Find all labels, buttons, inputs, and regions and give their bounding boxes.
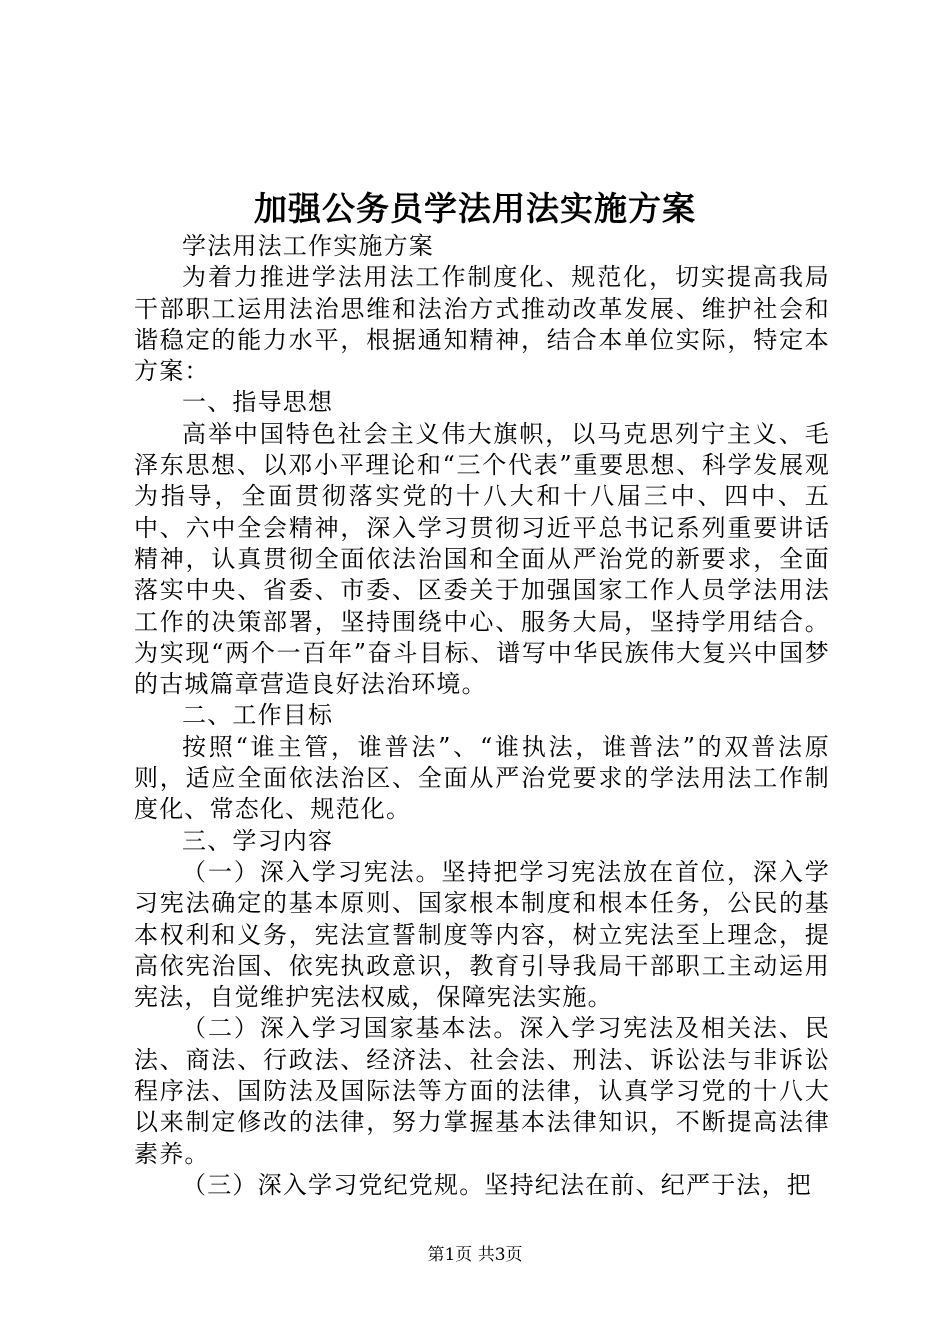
section-heading-work-goal: 二、工作目标: [182, 701, 334, 730]
paragraph-work-goal: 按照“谁主管，谁普法”、“谁执法，谁普法”的双普法原则，适应全面依法治区、全面从严治党要求的学法用法工作制度化、常态化、规范化。: [134, 732, 830, 824]
paragraph-study-constitution: （一）深入学习宪法。坚持把学习宪法放在首位，深入学习宪法确定的基本原则、国家根本制度和根本任务，公民的基本权利和义务，宪法宣誓制度等内容，树立宪法至上理念，提高依宪治国、依宪执政意识，教育引导我局干部职工主动运用宪法，自觉维护宪法权威，保障宪法实施。: [134, 857, 830, 1012]
document-body: [134, 231, 830, 1201]
section-heading-guiding-thought: 一、指导思想: [182, 388, 334, 417]
section-heading-study-content: 三、学习内容: [182, 826, 334, 855]
paragraph-intro: 为着力推进学法用法工作制度化、规范化，切实提高我局干部职工运用法治思维和法治方式推动改革发展、维护社会和谐稳定的能力水平，根据通知精神，结合本单位实际，特定本方案：: [134, 263, 830, 386]
paragraph-study-basic-law: （二）深入学习国家基本法。深入学习宪法及相关法、民法、商法、行政法、经济法、社会法、刑法、诉讼法与非诉讼程序法、国防法及国际法等方面的法律，认真学习党的十八大以来制定修改的法律，努力掌握基本法律知识，不断提高法律素养。: [134, 1014, 830, 1168]
paragraph-subtitle: 学法用法工作实施方案: [182, 232, 434, 260]
paragraph-study-party-rules: （三）深入学习党纪党规。坚持纪法在前、纪严于法，把: [182, 1170, 812, 1199]
document-title: 加强公务员学法用法实施方案: [254, 189, 696, 228]
paragraph-guiding-thought: 高举中国特色社会主义伟大旗帜，以马克思列宁主义、毛泽东思想、以邓小平理论和“三个代表”重要思想、科学发展观为指导，全面贯彻落实党的十八大和十八届三中、四中、五中、六中全会精神，深入学习贯彻习近平总书记系列重要讲话精神，认真贯彻全面依法治国和全面从严治党的新要求，全面落实中央、省委、市委、区委关于加强国家工作人员学法用法工作的决策部署，坚持围绕中心、服务大局，坚持学用结合。为实现“两个一百年”奋斗目标、谱写中华民族伟大复兴中国梦的古城篇章营造良好法治环境。: [134, 419, 830, 699]
page-number-footer: 第1页 共3页: [427, 1245, 523, 1265]
